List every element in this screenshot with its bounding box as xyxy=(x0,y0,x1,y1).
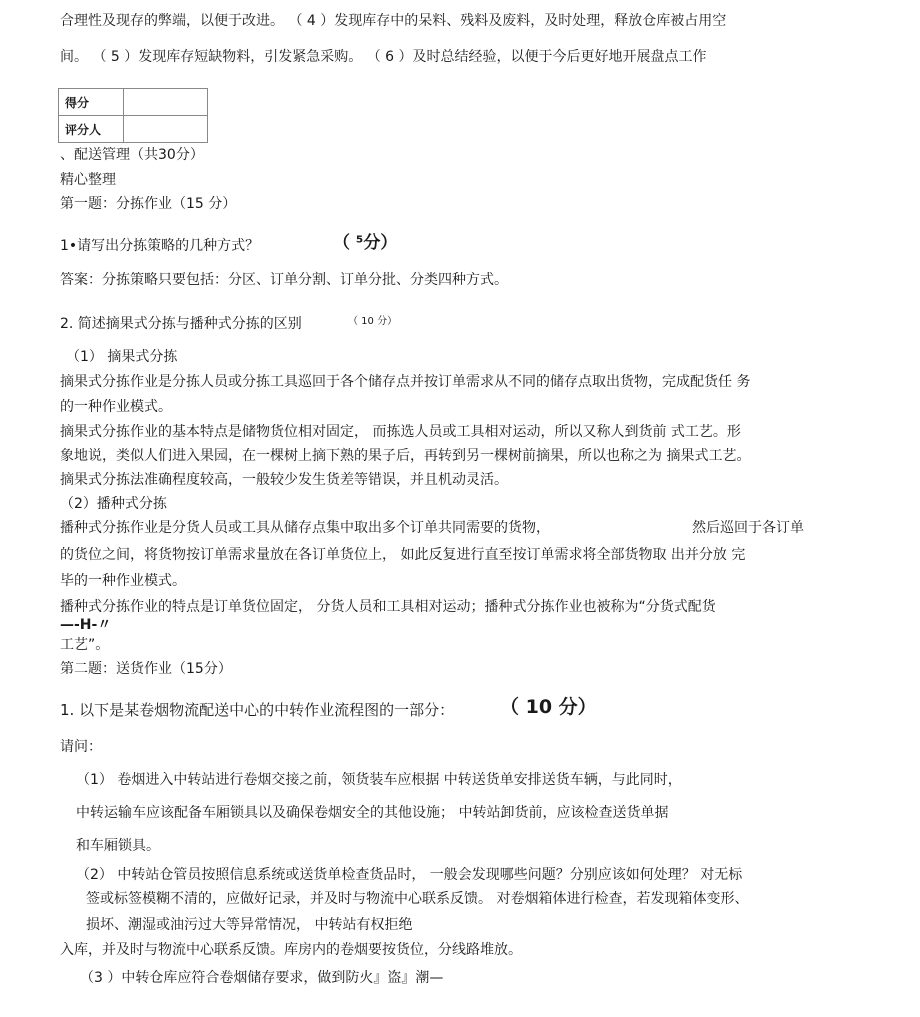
answer-line: 答案：分拣策略只要包括：分区、订单分割、订单分批、分类四种方式。 xyxy=(60,272,508,288)
text-line: 合理性及现存的弊端，以便于改进。 （ 4 ）发现库存中的呆料、残料及废料，及时处理，释放仓库被占用空 xyxy=(60,13,727,29)
text-line: 中转运输车应该配备车厢锁具以及确保卷烟安全的其他设施； 中转站卸货前，应该检查送货单据 xyxy=(76,805,669,821)
text-line: 请问： xyxy=(60,739,102,755)
text-line: 入库，并及时与物流中心联系反馈。库房内的卷烟要按货位，分线路堆放。 xyxy=(60,942,522,958)
text-line: 工艺”。 xyxy=(60,637,110,653)
text-line: 间。 （ 5 ）发现库存短缺物料，引发紧急采购。 （ 6 ）及时总结经验，以便于今后更好地开展盘点工作 xyxy=(60,49,707,65)
text-line: 摘果式分拣作业是分拣人员或分拣工具巡回于各个储存点并按订单需求从不同的储存点取出货物，完成配货任 务 xyxy=(60,374,751,390)
text-line: 和车厢锁具。 xyxy=(76,838,160,854)
question-item: 1•请写出分拣策略的几种方式？ xyxy=(60,238,260,254)
text-line: 签或标签模糊不清的，应做好记录，并及时与物流中心联系反馈。 对卷烟箱体进行检查，若发现箱体变形、 xyxy=(86,891,749,907)
question-score: （ 10 分） xyxy=(500,696,597,718)
text-line: 摘果式分拣作业的基本特点是储物货位相对固定， 而拣选人员或工具相对运动，所以又称人到货前 式工艺。形 xyxy=(60,424,741,440)
text-line: 播种式分拣作业是分货人员或工具从储存点集中取出多个订单共同需要的货物， xyxy=(60,520,550,536)
subheading: （2）播种式分拣 xyxy=(60,496,167,512)
text-line: 摘果式分拣法准确程度较高，一般较少发生货差等错误，并且机动灵活。 xyxy=(60,472,508,488)
text-line: 的一种作业模式。 xyxy=(60,399,172,415)
section-heading: 、配送管理（共30分） xyxy=(60,147,204,163)
question-score: （ ⁵分） xyxy=(333,233,398,253)
text-line: —-H-〃 xyxy=(60,617,112,633)
text-line: 象地说，类似人们进入果园，在一棵树上摘下熟的果子后，再转到另一棵树前摘果，所以也称之为 摘果式工艺。 xyxy=(60,448,751,464)
grader-value xyxy=(124,116,208,143)
subheading: （1） 摘果式分拣 xyxy=(66,349,178,365)
score-label: 得分 xyxy=(59,89,124,116)
score-value xyxy=(124,89,208,116)
question-title: 第二题：送货作业（15分） xyxy=(60,661,232,677)
question-item: 1. 以下是某卷烟物流配送中心的中转作业流程图的一部分： xyxy=(60,701,455,719)
question-title: 第一题：分拣作业（15 分） xyxy=(60,196,237,212)
text-line: 毕的一种作业模式。 xyxy=(60,573,186,589)
text-line: （2） 中转站仓管员按照信息系统或送货单检查货品时， 一般会发现哪些问题？分别应该如何处理？ 对无标 xyxy=(76,867,743,883)
grader-label: 评分人 xyxy=(59,116,124,143)
text-line: 然后巡回于各订单 xyxy=(692,520,804,536)
text-line: 精心整理 xyxy=(60,172,116,188)
text-line: （3 ）中转仓库应符合卷烟储存要求，做到防火』盗』潮— xyxy=(80,970,444,986)
question-score: （ 10 分） xyxy=(348,316,398,327)
question-item: 2. 简述摘果式分拣与播种式分拣的区别 xyxy=(60,316,302,332)
text-line: 的货位之间，将货物按订单需求量放在各订单货位上， 如此反复进行直至按订单需求将全部货物取 出并分放 完 xyxy=(60,547,746,563)
text-line: 损坏、潮湿或油污过大等异常情况， 中转站有权拒绝 xyxy=(86,917,413,933)
score-table xyxy=(58,88,208,143)
text-line: 播种式分拣作业的特点是订单货位固定， 分货人员和工具相对运动；播种式分拣作业也被称为“分货式配货 xyxy=(60,599,716,615)
text-line: （1） 卷烟进入中转站进行卷烟交接之前，领货装车应根据 中转送货单安排送货车辆，与此同时， xyxy=(76,772,682,788)
